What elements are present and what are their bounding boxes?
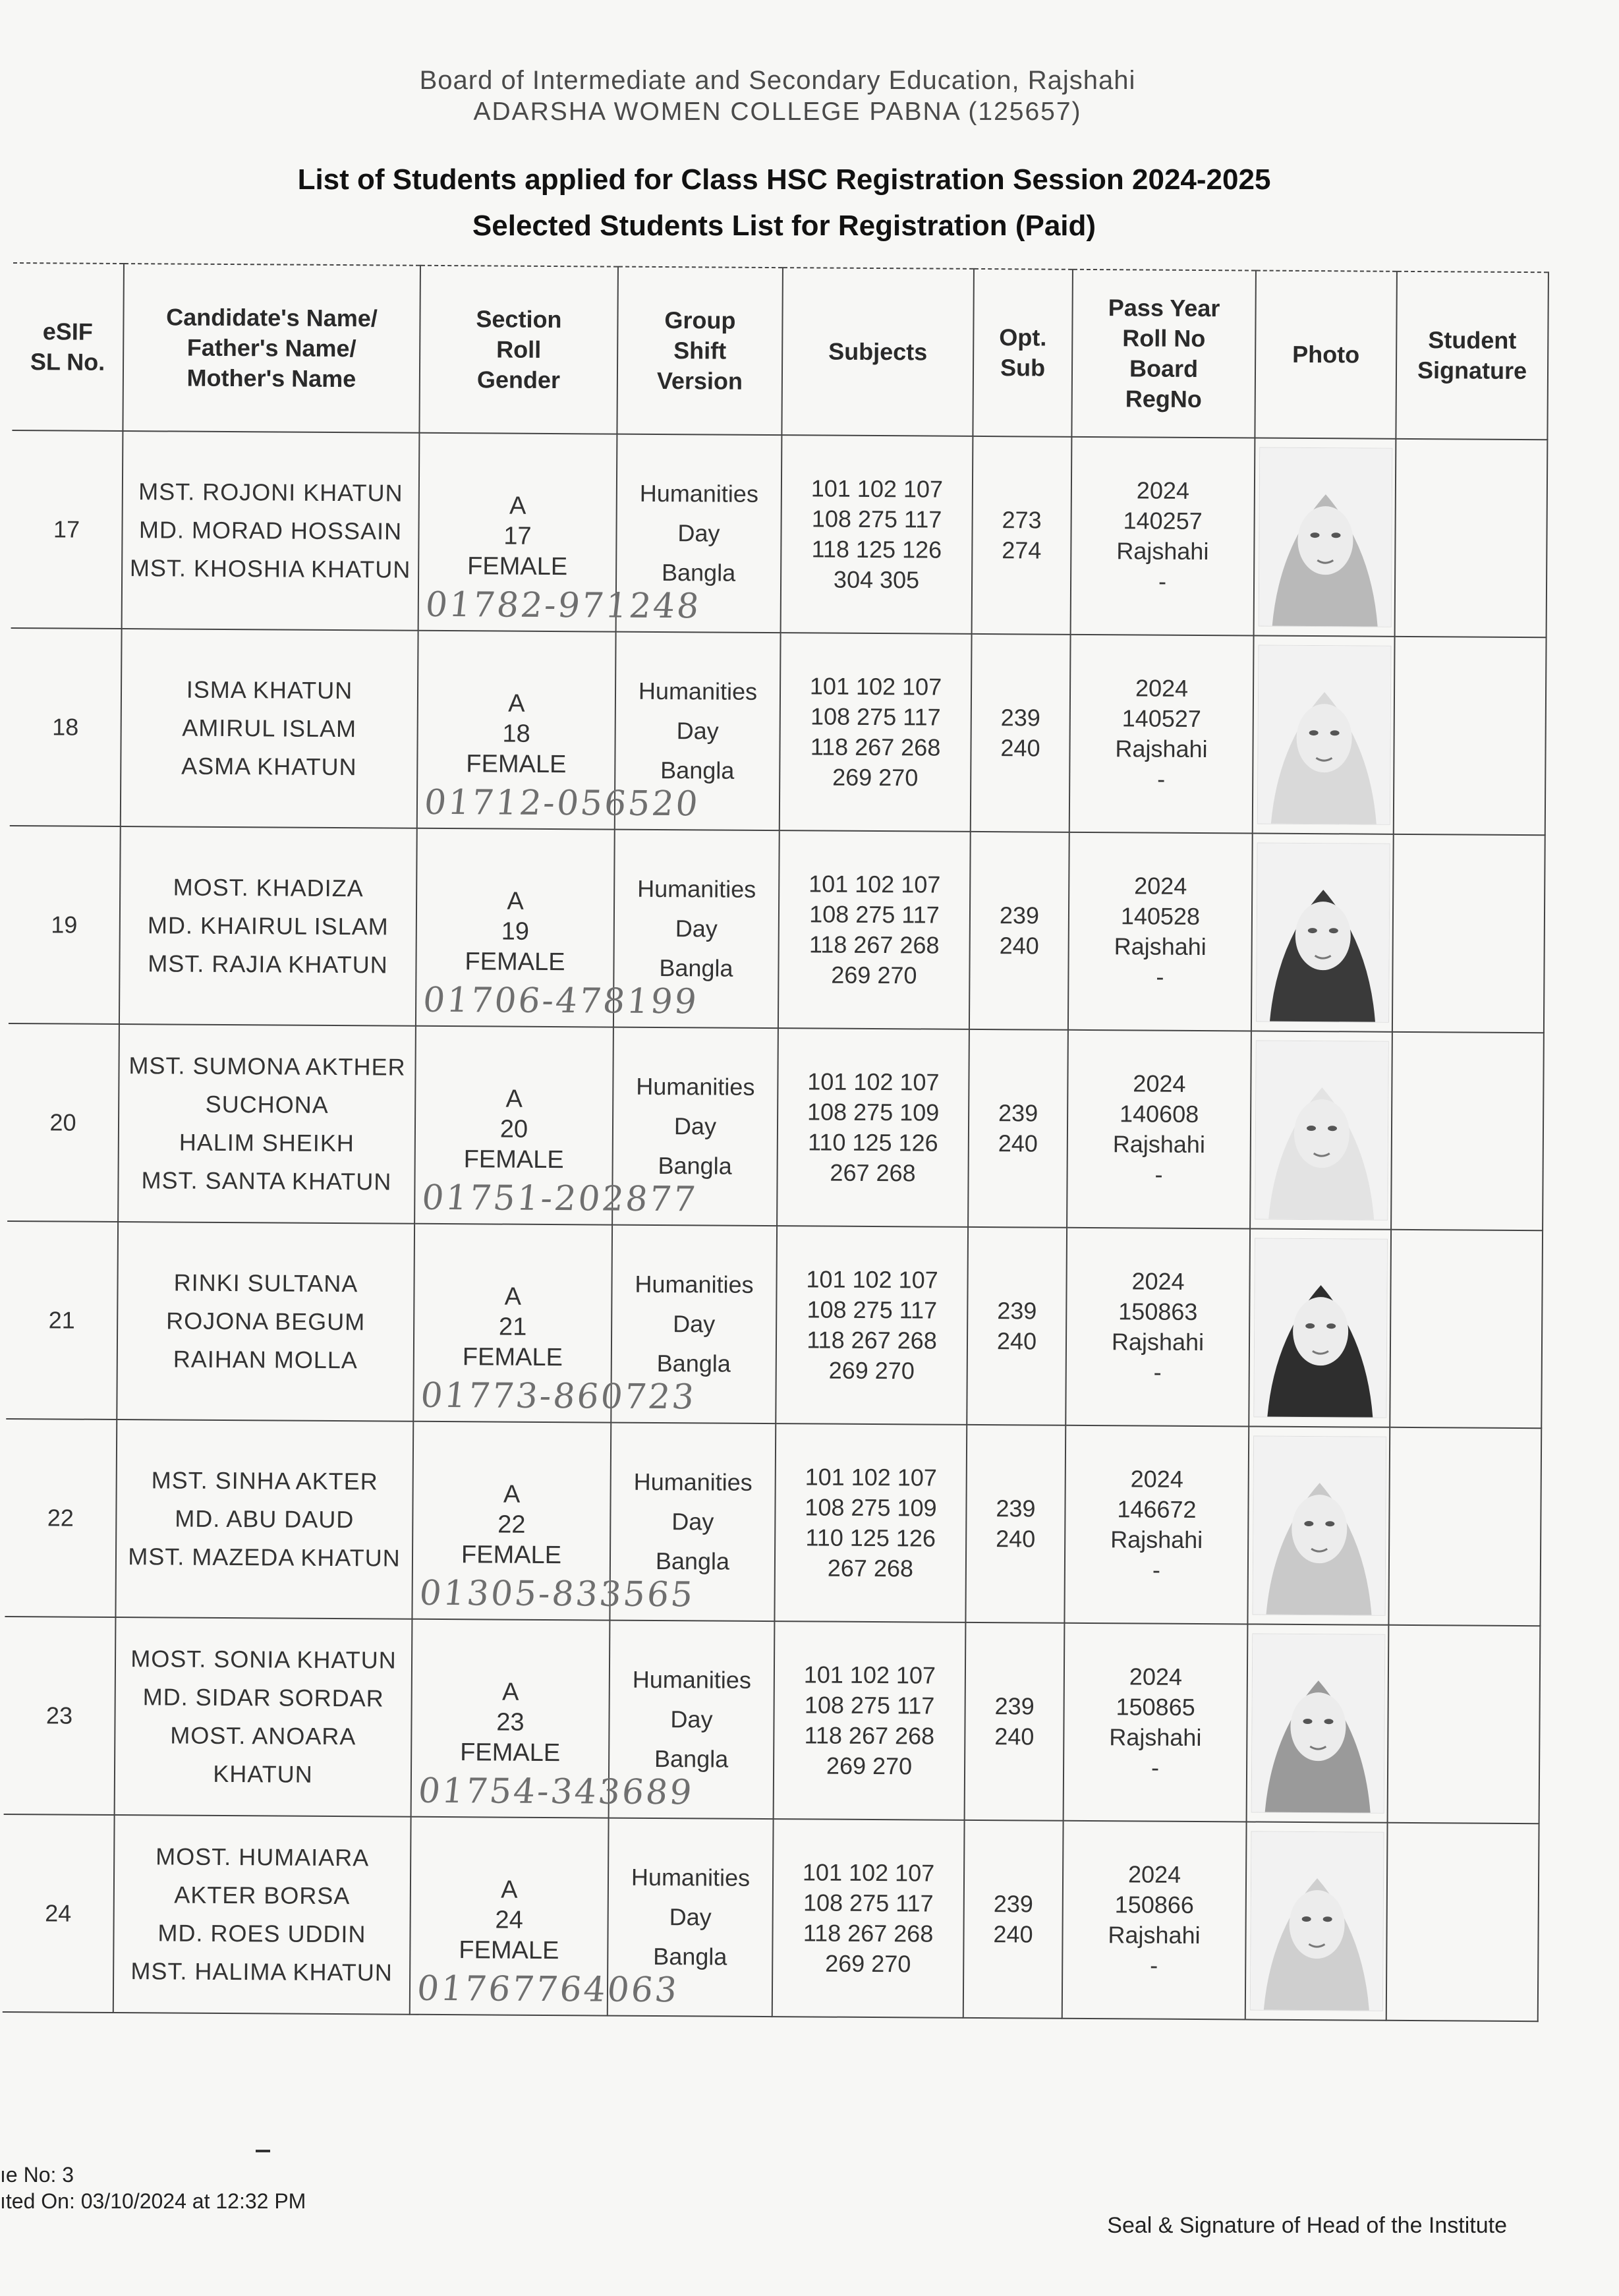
header-line: Student [1428,326,1517,354]
section-line: FEMALE [459,1936,559,1965]
table-row [4,1617,1541,1823]
header-line: Section [476,305,562,333]
subject-line: 108 275 117 [807,1296,938,1324]
subject-line: 101 102 107 [810,474,944,503]
student-photo-icon [1259,447,1393,627]
pass-line: Rajshahi [1109,1723,1202,1752]
subject-line: 108 275 117 [810,703,941,731]
name-line: MST. SUMONA AKTHER [128,1052,406,1081]
names-cell [121,629,418,828]
table-row [5,1419,1541,1626]
section-line: 19 [501,917,530,946]
subject-line: 269 270 [828,1356,915,1385]
opt-cell [965,1622,1065,1821]
section-line: 21 [498,1313,527,1341]
opt-line: 239 [996,1495,1036,1522]
group-line: Humanities [639,479,759,507]
handwritten-phone: 01773-860723 [418,1375,698,1418]
name-line: MST. MAZEDA KHATUN [128,1543,401,1572]
header-opt [973,269,1073,437]
header-line: RegNo [1125,385,1202,413]
subject-line: 101 102 107 [802,1858,935,1887]
signature-cell [1390,1230,1543,1428]
pass-cell [1067,1030,1251,1229]
pass-line: Rajshahi [1111,1328,1205,1356]
printed-on: ıted On: 03/10/2024 at 12:32 PM [0,2189,306,2213]
name-line: MST. SINHA AKTER [151,1466,378,1495]
opt-line: 240 [996,1327,1037,1355]
scan-mark [256,2150,270,2152]
photo-cell [1245,1822,1388,2020]
subject-line: 101 102 107 [805,1463,937,1491]
opt-line: 240 [1000,734,1040,762]
opt-line: 239 [1000,704,1040,732]
section-line: 22 [497,1510,526,1539]
pass-line: - [1157,765,1166,793]
group-line: Bangla [660,757,735,784]
names-cell [115,1617,412,1817]
header-line: Father's Name/ [186,333,356,362]
table-row [9,826,1545,1033]
group-line: Humanities [638,677,758,705]
sl-number: 21 [48,1306,75,1334]
opt-cell [967,1227,1067,1425]
name-line: MOST. HUMAIARA [156,1843,370,1872]
group-line: Humanities [631,1863,751,1891]
sl-cell [4,1617,116,1815]
opt-cell [971,634,1071,832]
sl-cell [9,826,121,1024]
table-row [10,628,1547,835]
subject-line: 101 102 107 [807,1068,940,1096]
name-line: MD. ROES UDDIN [157,1919,366,1948]
subject-line: 269 270 [831,961,917,989]
name-line: MD. KHAIRUL ISLAM [147,911,389,940]
sl-cell [5,1419,117,1617]
pass-line: 140528 [1120,902,1201,931]
photo-cell [1253,636,1395,834]
subject-line: 267 268 [830,1159,916,1187]
pass-line: - [1150,1951,1158,1979]
subjects-cell [774,1621,966,1820]
pass-line: 2024 [1131,1267,1185,1295]
pass-line: 2024 [1134,872,1187,900]
opt-line: 240 [996,1525,1036,1553]
names-cell [117,1222,414,1421]
photo-cell [1249,1228,1391,1427]
name-line: MST. KHOSHIA KHATUN [129,554,411,583]
name-line: HALIM SHEIKH [179,1128,355,1157]
group-line: Day [673,1112,717,1140]
subject-line: 101 102 107 [803,1661,936,1689]
pass-line: 150866 [1114,1891,1194,1918]
group-line: Day [670,1706,713,1733]
subject-line: 269 270 [825,1949,911,1978]
handwritten-phone: 01782-971248 [423,585,703,627]
pass-line: 2024 [1127,1860,1181,1888]
subject-line: 108 275 117 [809,900,940,929]
names-cell [115,1420,413,1619]
signature-cell [1388,1625,1541,1823]
header-sl [12,263,124,431]
names-cell [119,826,417,1026]
header-line: Roll No [1122,324,1206,353]
pass-line: Rajshahi [1110,1526,1203,1554]
signature-cell [1386,1823,1539,2021]
section-line: A [501,1678,519,1706]
header-line: Gender [476,366,561,394]
header-section [419,266,618,434]
list-subtitle: Selected Students List for Registration (Paid) [472,210,1096,242]
names-cell [113,1815,411,2015]
subjects-cell [781,435,973,634]
section-line: FEMALE [467,552,568,581]
subject-line: 108 275 117 [811,505,942,533]
signature-cell [1394,637,1547,835]
pass-line: - [1152,1556,1161,1584]
subject-line: 101 102 107 [809,672,942,701]
header-photo [1255,271,1397,439]
sl-number: 18 [52,713,79,741]
student-photo-icon [1250,1831,1384,2011]
name-line: MST. RAJIA KHATUN [148,950,388,979]
subject-line: 110 125 126 [805,1524,936,1552]
name-line: ROJONA BEGUM [166,1307,366,1336]
name-line: MD. SIDAR SORDAR [142,1683,384,1712]
section-line: FEMALE [466,750,567,779]
seal-signature-label: Seal & Signature of Head of the Institute [1107,2213,1507,2238]
pass-line: Rajshahi [1112,1130,1206,1159]
photo-cell [1247,1624,1389,1822]
header-group [617,267,783,436]
college-name: ADARSHA WOMEN COLLEGE PABNA (125657) [473,98,1082,126]
pass-cell [1064,1425,1249,1624]
pass-line: 140257 [1123,507,1203,535]
table-row [6,1221,1543,1428]
header-line: Version [656,366,743,395]
sl-number: 24 [45,1899,72,1927]
pass-line: 2024 [1133,1070,1186,1097]
student-photo-icon [1252,1436,1386,1616]
name-line: MD. ABU DAUD [175,1505,355,1534]
header-line: Mother's Name [186,364,356,393]
header-subjects [781,268,974,436]
pass-cell [1064,1623,1248,1822]
table-header-row [12,263,1548,440]
subject-line: 101 102 107 [806,1265,938,1294]
section-line: 18 [502,720,530,748]
group-line: Day [676,717,719,745]
opt-line: 240 [993,1920,1033,1948]
sl-cell [10,628,122,826]
names-cell [122,431,420,631]
sl-number: 17 [53,515,80,543]
header-line: eSIF [42,318,94,345]
pass-line: 150863 [1118,1298,1198,1326]
subject-line: 118 267 268 [807,1326,937,1354]
signature-cell [1388,1427,1541,1626]
subjects-cell [777,1028,969,1227]
handwritten-phone: 01706-478199 [420,980,700,1022]
subject-line: 267 268 [827,1554,914,1582]
header-line: Candidate's Name/ [166,303,378,332]
table-row [7,1023,1544,1230]
section-line: A [507,887,524,915]
opt-line: 274 [1002,536,1042,564]
header-line: Photo [1292,340,1360,368]
pass-cell [1071,437,1255,636]
table-row [3,1814,1539,2021]
opt-cell [963,1820,1064,2019]
pass-line: Rajshahi [1108,1921,1201,1949]
header-signature [1396,272,1548,440]
header-names [123,264,420,433]
section-line: A [501,1876,518,1904]
handwritten-phone: 01305-833565 [417,1573,697,1615]
header-line: Subjects [828,337,928,366]
pass-cell [1069,635,1254,834]
group-line: Bangla [659,954,733,982]
section-line: FEMALE [465,948,565,977]
subject-line: 108 275 109 [805,1493,937,1522]
pass-line: 146672 [1117,1495,1197,1524]
pass-line: 2024 [1135,674,1189,702]
handwritten-phone: 01712-056520 [422,782,702,824]
handwritten-phone: 01767764063 [414,1968,681,2011]
subject-line: 269 270 [826,1752,913,1780]
name-line: MST. SANTA KHATUN [141,1166,392,1195]
opt-line: 239 [999,902,1040,929]
header-line: Shift [673,337,727,364]
group-line: Day [675,915,718,942]
section-line: 24 [495,1906,523,1934]
section-line: A [504,1282,522,1311]
name-line: MOST. ANOARA [170,1721,356,1750]
student-photo-icon [1253,1238,1388,1418]
opt-cell [969,832,1069,1030]
subject-line: 108 275 117 [803,1889,934,1917]
table-row [11,430,1548,637]
subject-line: 118 267 268 [810,733,941,761]
group-line: Humanities [633,1468,753,1496]
header-line: Roll [496,335,542,363]
sl-number: 19 [51,911,78,938]
pass-cell [1068,832,1253,1031]
subject-line: 110 125 126 [807,1128,938,1157]
student-photo-icon [1251,1634,1386,1814]
subjects-cell [778,830,971,1029]
pass-cell [1062,1821,1247,2020]
subject-line: 108 275 109 [807,1098,940,1126]
opt-cell [968,1029,1068,1228]
group-line: Day [677,519,720,547]
section-line: A [509,492,526,520]
section-line: FEMALE [462,1343,563,1372]
opt-line: 273 [1002,506,1042,534]
subjects-cell [780,633,972,832]
group-line: Bangla [661,559,736,587]
photo-cell [1254,438,1396,637]
photo-cell [1247,1426,1390,1624]
pass-line: - [1158,567,1167,595]
sl-cell [3,1814,115,2013]
opt-line: 240 [998,1130,1038,1157]
section-cell [410,1817,681,2016]
section-line: FEMALE [461,1541,562,1570]
handwritten-phone: 01754-343689 [416,1771,696,1813]
opt-line: 239 [994,1692,1035,1720]
signature-cell [1392,834,1545,1033]
header-line: Pass Year [1108,294,1220,322]
sl-cell [6,1221,118,1420]
pass-line: 140527 [1122,704,1201,733]
name-line: KHATUN [213,1760,313,1788]
pass-line: Rajshahi [1114,933,1207,961]
name-line: MOST. SONIA KHATUN [130,1645,397,1674]
section-line: 23 [496,1708,525,1736]
pass-cell [1065,1228,1250,1427]
header-line: Sub [1000,354,1046,382]
sl-cell [7,1023,119,1222]
name-line: MD. MORAD HOSSAIN [138,516,403,545]
photo-cell [1250,1031,1392,1229]
handwritten-phone: 01751-202877 [420,1178,700,1220]
group-line: Bangla [656,1349,731,1377]
sl-cell [11,430,123,629]
header-line: SL No. [30,348,105,376]
name-line: MOST. KHADIZA [173,873,364,902]
group-line: Bangla [658,1152,732,1180]
section-line: 17 [503,522,532,550]
pass-line: - [1156,963,1164,990]
signature-cell [1395,439,1548,637]
subject-line: 118 267 268 [804,1721,935,1750]
section-line: A [508,689,525,718]
section-line: A [505,1085,523,1113]
opt-cell [972,436,1072,635]
section-line: FEMALE [460,1738,561,1767]
header-pass [1071,270,1256,438]
pass-line: 2024 [1136,476,1190,504]
subjects-cell [772,1819,965,2018]
group-line: Bangla [653,1942,727,1970]
subject-line: 108 275 117 [804,1691,935,1719]
section-line: FEMALE [463,1145,564,1174]
sl-number: 22 [47,1504,74,1532]
opt-line: 240 [999,932,1039,960]
opt-line: 240 [994,1723,1035,1750]
signature-cell [1391,1032,1544,1230]
name-line: ASMA KHATUN [181,752,357,781]
pass-line: 2024 [1130,1465,1183,1493]
group-line: Bangla [654,1744,729,1773]
student-photo-icon [1255,1041,1389,1220]
name-line: AKTER BORSA [174,1881,351,1910]
header-line: Opt. [999,324,1047,351]
group-line: Day [669,1903,712,1931]
pass-line: Rajshahi [1116,537,1209,565]
group-line: Humanities [632,1665,752,1694]
header-line: Group [664,306,736,334]
group-line: Humanities [636,1072,755,1101]
pass-line: 150865 [1116,1693,1195,1721]
section-line: 20 [499,1115,528,1143]
pass-line: Rajshahi [1115,735,1208,763]
page-number: ıe No: 3 [0,2163,74,2187]
sl-number: 23 [45,1702,73,1729]
student-photo-icon [1256,843,1390,1023]
subject-line: 101 102 107 [809,870,941,898]
opt-line: 239 [993,1890,1033,1918]
opt-cell [965,1425,1065,1623]
student-photo-icon [1257,645,1392,825]
name-line: MST. ROJONI KHATUN [138,478,403,507]
sl-number: 20 [49,1108,76,1136]
list-title: List of Students applied for Class HSC Registration Session 2024-2025 [297,163,1271,196]
subject-line: 304 305 [833,565,920,594]
name-line: SUCHONA [205,1090,329,1118]
section-line: A [503,1480,521,1508]
pass-line: - [1150,1754,1160,1781]
pass-line: 2024 [1129,1663,1183,1690]
name-line: RINKI SULTANA [173,1269,358,1298]
header-line: Signature [1417,357,1527,385]
photo-cell [1251,834,1394,1032]
board-name: Board of Intermediate and Secondary Education, Rajshahi [419,66,1136,95]
opt-line: 239 [998,1099,1038,1127]
names-cell [118,1024,416,1224]
subject-line: 118 267 268 [803,1919,934,1947]
group-line: Day [673,1310,716,1338]
name-line: AMIRUL ISLAM [182,714,357,743]
pass-line: 140608 [1119,1100,1199,1128]
header-line: Board [1129,355,1199,382]
subjects-cell [776,1226,968,1425]
subject-line: 269 270 [832,763,919,791]
subjects-cell [774,1423,967,1622]
group-line: Day [671,1508,714,1535]
pass-line: - [1154,1161,1163,1188]
name-line: MST. HALIMA KHATUN [130,1957,393,1986]
students-table [3,262,1549,2022]
name-line: RAIHAN MOLLA [173,1345,358,1374]
subject-line: 118 125 126 [811,535,942,563]
group-line: Humanities [635,1270,754,1298]
name-line: ISMA KHATUN [186,675,353,704]
subject-line: 118 267 268 [809,931,940,959]
pass-line: - [1153,1358,1162,1386]
opt-line: 239 [997,1297,1037,1325]
group-line: Bangla [655,1547,730,1575]
group-line: Humanities [637,875,756,903]
